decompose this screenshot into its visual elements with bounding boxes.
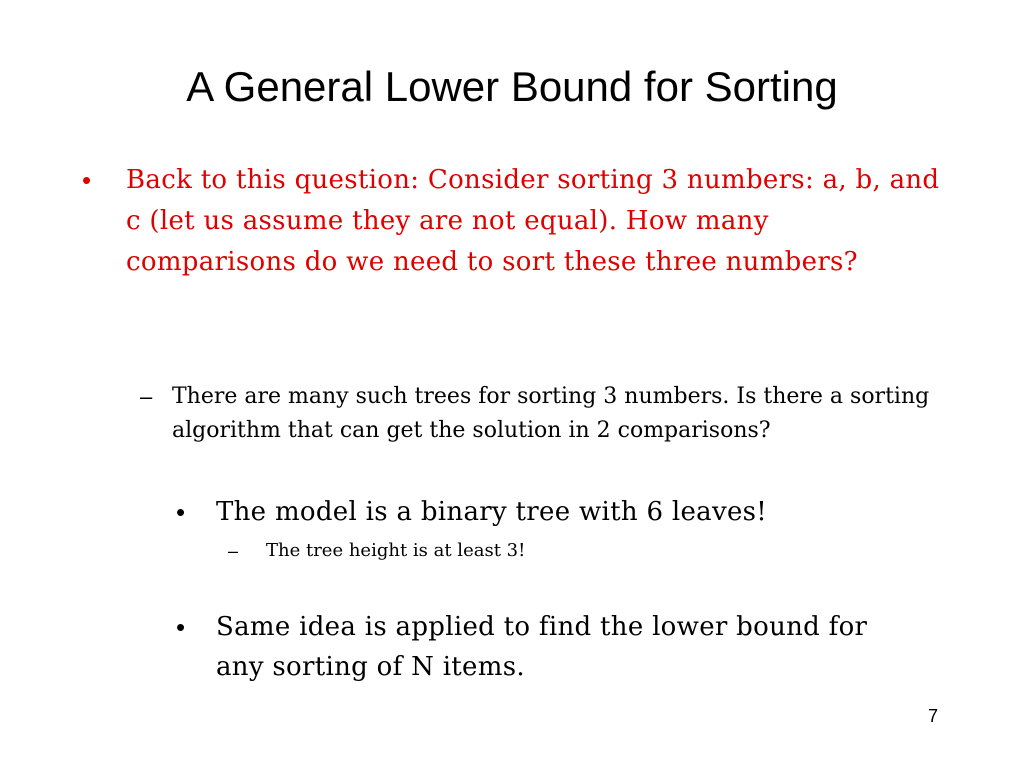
slide-title: A General Lower Bound for Sorting (186, 63, 838, 110)
page-number: 7 (927, 706, 938, 726)
bullet-text-trees: There are many such trees for sorting 3 numbers. Is there a sorting algorithm that can get the solution in 2 comparisons? (172, 384, 930, 443)
bullet-level1 (82, 160, 962, 283)
bullet-text-height: The tree height is at least 3! (266, 540, 526, 561)
bullet-text-question: Back to this question: Consider sorting 3 numbers: a, b, and c (let us assume they are not equal). How many comparisons do we need to sort these three numbers? (126, 165, 940, 277)
bullet-text-idea: Same idea is applied to find the lower bound for any sorting of N items. (216, 612, 868, 682)
bullet-marker: • (176, 612, 186, 642)
bullet-level4-height (228, 538, 928, 564)
bullet-marker: • (176, 497, 186, 527)
dash-marker: – (228, 541, 239, 561)
dash-marker: – (140, 384, 153, 409)
bullet-level3-model (176, 492, 956, 532)
bullet-text-model: The model is a binary tree with 6 leaves! (216, 497, 768, 527)
bullet-level2 (140, 380, 960, 448)
bullet-level3-idea (176, 607, 956, 687)
bullet-marker: • (82, 165, 92, 195)
